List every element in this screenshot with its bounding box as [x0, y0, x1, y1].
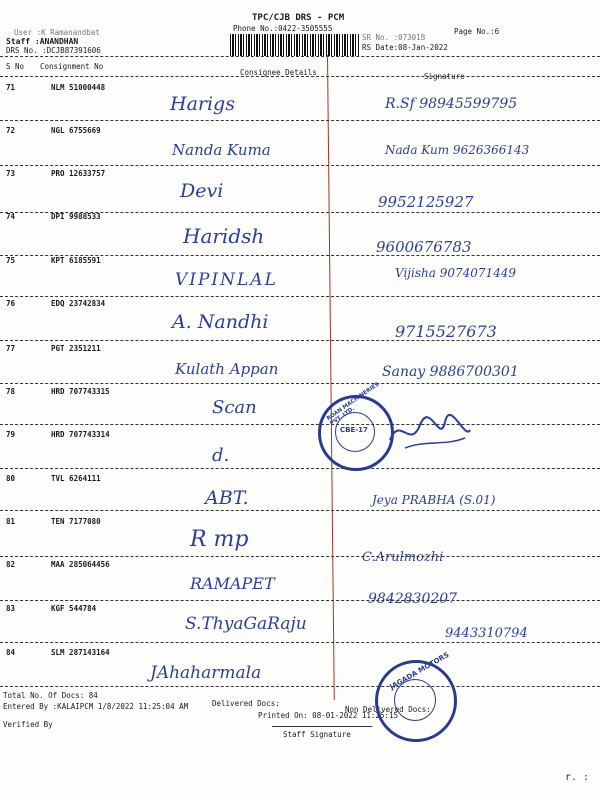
row-consignee: Scan: [212, 397, 257, 418]
corner-mark: r. :: [565, 772, 590, 783]
signature-scribble: [385, 410, 475, 455]
row-consignee: Nanda Kuma: [172, 141, 271, 159]
seal2-text: JAGADA MOTORS: [388, 650, 451, 692]
row-sno: 73: [6, 169, 16, 178]
user-line: User :K Ramanandbat: [14, 28, 100, 37]
printed-on: Printed On: 08-01-2022 11:25:15: [258, 711, 398, 720]
row-sno: 80: [6, 474, 16, 483]
row-consignee: Haridsh: [183, 224, 265, 248]
row-sno: 84: [6, 648, 16, 657]
row-consignment: MAA 285064456: [51, 560, 110, 569]
row-consignee: RAMAPET: [190, 574, 275, 593]
row-consignee: Kulath Appan: [175, 360, 279, 378]
row-sno: 72: [6, 126, 16, 135]
row-consignment: KPT 6185591: [51, 256, 101, 265]
row-signature: 9715527673: [395, 322, 497, 341]
row-signature: 9842830207: [368, 591, 458, 607]
row-consignment: PRO 12633757: [51, 169, 106, 178]
row-consignment: NLM 51000448: [51, 83, 106, 92]
row-consignment: SLM 287143164: [51, 648, 110, 657]
row-consignee: d.: [212, 445, 230, 466]
row-sno: 78: [6, 387, 16, 396]
row-consignment: TEN 7177080: [51, 517, 101, 526]
barcode: [230, 34, 360, 56]
row-sno: 82: [6, 560, 16, 569]
row-consignee: JAhaharmala: [150, 663, 262, 683]
col-signature: Signature: [424, 72, 465, 81]
doc-title: TPC/CJB DRS - PCM: [252, 13, 345, 23]
row-sno: 71: [6, 83, 16, 92]
sr-number: SR No. :073018: [362, 33, 426, 42]
entered-by: Entered By :KALAIPCM 1/8/2022 11:25:04 AM: [3, 702, 189, 711]
seal-text: ROAN MACHINERIES PVT. LTD.: [325, 381, 381, 427]
staff-signature-label: Staff Signature: [283, 730, 351, 739]
row-sno: 75: [6, 256, 16, 265]
row-signature: 9600676783: [376, 238, 472, 256]
verified-by: Verified By: [3, 720, 53, 729]
non-delivered-docs: Non Delivered Docs:: [345, 705, 431, 714]
margin-line: [327, 55, 335, 700]
row-consignment: HRD 707743314: [51, 430, 110, 439]
row-consignment: KGF 544784: [51, 604, 97, 613]
row-consignee: S.ThyaGaRaju: [185, 614, 307, 634]
row-consignment: PGT 2351211: [51, 344, 101, 353]
row-signature: Sanay 9886700301: [382, 364, 519, 380]
total-docs: Total No. Of Docs: 84: [3, 691, 98, 700]
row-consignee: Harigs: [170, 93, 235, 115]
drs-number: DRS No. :DCJB87391606: [6, 46, 101, 55]
row-consignment: HRD 707743315: [51, 387, 110, 396]
row-consignment: DPI 9988533: [51, 212, 101, 221]
delivered-docs: Delivered Docs:: [212, 699, 280, 708]
row-consignee: VIPINLAL: [175, 270, 278, 290]
phone-number: Phone No.:0422-3505555: [233, 24, 333, 33]
rs-date: RS Date:08-Jan-2022: [362, 43, 448, 52]
row-consignment: TVL 6264111: [51, 474, 101, 483]
col-sno: S No: [6, 62, 25, 71]
row-sno: 83: [6, 604, 16, 613]
row-consignment: EDQ 23742834: [51, 299, 106, 308]
row-signature: 9952125927: [378, 193, 474, 211]
row-consignee: R mp: [190, 527, 249, 552]
row-signature: Nada Kum 9626366143: [385, 143, 530, 157]
motors-seal: [375, 650, 457, 742]
row-signature: C.Arulmozhi: [362, 550, 444, 565]
col-consignment: Consignment No: [40, 62, 104, 71]
row-signature: 9443310794: [445, 626, 528, 641]
row-consignee: Devi: [180, 180, 224, 202]
seal-center: CBE-17: [340, 426, 368, 434]
row-signature: Vijisha 9074071449: [395, 266, 517, 280]
row-sno: 77: [6, 344, 16, 353]
row-sno: 74: [6, 212, 16, 221]
row-consignee: A. Nandhi: [172, 311, 269, 333]
row-signature: Jeya PRABHA (S.01): [372, 493, 496, 507]
company-seal: [318, 381, 394, 471]
row-consignment: NGL 6755669: [51, 126, 101, 135]
row-sno: 81: [6, 517, 16, 526]
staff-name: Staff :ANANDHAN: [6, 37, 79, 46]
row-sno: 76: [6, 299, 16, 308]
staff-sign-line: [272, 726, 372, 727]
row-sno: 79: [6, 430, 16, 439]
col-consignee: Consignee Details: [240, 68, 317, 77]
row-signature: R.Sf 98945599795: [385, 96, 518, 112]
row-consignee: ABT.: [205, 487, 249, 509]
page-number: Page No.:6: [454, 27, 500, 36]
